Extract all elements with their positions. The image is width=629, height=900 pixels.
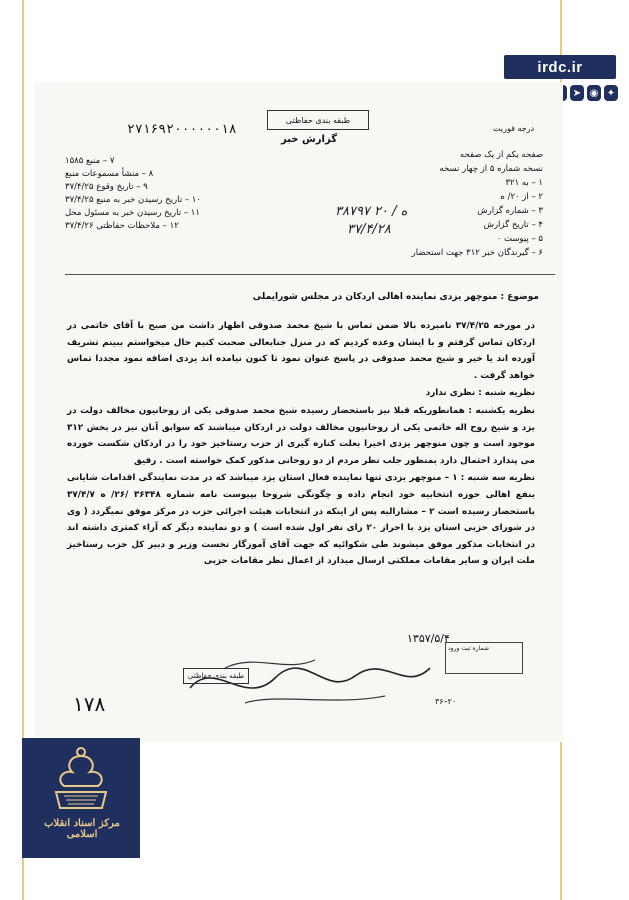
handwritten-date: ۳۷/۴/۲۸	[347, 222, 391, 237]
left-field: ۷ – منبع ۱۵۸۵	[65, 156, 115, 166]
right-field: نسخه شماره ۵ از چهار نسخه	[439, 164, 543, 174]
subject-line: موضوع : منوچهر یزدی نماینده اهالی اردکان در مجلس شورایملی	[252, 292, 539, 302]
brand-name[interactable]: irdc.ir	[504, 55, 616, 79]
left-field: ۱۲ – ملاحظات حفاظتی ۳۷/۴/۲۶	[65, 221, 179, 231]
body-paragraph: نظریه شنبه : نظری ندارد	[425, 388, 535, 399]
twitter-icon[interactable]: ✦	[604, 85, 618, 101]
right-field: ۳ – شماره گزارش	[477, 206, 543, 216]
left-field: ۱۱ – تاریخ رسیدن خبر به مسئول محل	[65, 208, 200, 218]
entry-stamp: شماره ثبت ورود	[445, 642, 523, 674]
footer-date: ۱۳۵۷/۵/۴	[407, 632, 450, 645]
telegram-icon[interactable]: ➤	[570, 85, 584, 101]
right-field: ۱ – به ۳۲۱	[505, 178, 543, 188]
footer-code: ۳۶–۲۰	[435, 697, 457, 706]
divider-line	[65, 274, 555, 275]
classification-stamp: طبقه بندی حفاظتی	[267, 110, 369, 130]
instagram-icon[interactable]: ◉	[587, 85, 601, 101]
document-number: ۲۷۱۶۹۲۰۰۰۰۰۰۱۸	[127, 122, 237, 137]
body-paragraph: در مورخه ۳۷/۴/۲۵ نامبرده بالا ضمن تماس با شیخ محمد صدوقی اظهار داشت من صبح با آقای خاتمی در اردکان تماس گرفتم و با ایشان وعده کردیم که در منزل جنابعالی صحبت کنیم حال میخواستم ببینم تشریف آورده اند یا خیر و شیخ محمد صدوقی در پاسخ عنوان نمود تا کنون نیامده اند یزدی اضافه نمود مجددا تماس خواهد گرفت .	[67, 321, 536, 381]
document-body	[67, 318, 535, 571]
logo-text: مرکز اسناد انقلاب اسلامی	[44, 818, 120, 840]
right-field: ۵ – پیوست ۰	[496, 234, 543, 244]
body-paragraph: نظریه سه شنبه : ۱ – منوچهر یزدی تنها نماینده فعال استان یزد میباشد که در مدت نمایندگی اقدامات شایانی بنفع اهالی حوزه انتخابیه خود انجام داده و چگونگی شروحا بپیوست نامه شماره ۳۶۳۴۸ /۲۶/ ه ۳۷/۴/۷ باستحضار رسیده است ۲ – مشارالیه پس از اینکه در انتخابات هیئت اجرائی حزب در مرکز موفق نمیگردد ( وی در شورای حزبی استان یزد با احراز ۲۰ رای نفر اول شده است ) و دو نماینده دیگر که آراء کمتری داشته اند در انتخابات مذکور موفق میشوند طی شکوائیه که جهت آقای آموزگار نخست وزیر و دبیر کل حزب رستاخیز ملت ایران و سایر مقامات مملکتی ارسال میدارد از اعمال نظر مقامات حزبی	[67, 473, 536, 567]
urgency-label: درجه فوریت	[493, 124, 535, 133]
scanned-document	[35, 82, 563, 742]
footer-classification-stamp: طبقه بندی حفاظتی	[183, 668, 249, 684]
left-field: ۹ – تاریخ وقوع ۳۷/۴/۲۵	[65, 182, 148, 192]
left-field: ۱۰ – تاریخ رسیدن خبر به منبع ۳۷/۴/۲۵	[65, 195, 201, 205]
report-type: گزارش خبر	[281, 134, 338, 145]
right-field: ۴ – تاریخ گزارش	[483, 220, 543, 230]
archive-logo	[22, 738, 140, 858]
right-field: ۲ – از ۲۰/ ه	[500, 192, 543, 202]
left-field: ۸ – منشأ مسموعات منبع	[65, 169, 154, 179]
right-field: صفحه یکم از یک صفحه	[459, 150, 543, 160]
handwritten-number: ۳۸۷۹۷ ه / ۲۰	[335, 204, 408, 219]
right-field: ۶ – گیرندگان خبر ۳۱۲ جهت استحضار	[411, 248, 543, 258]
logo-emblem-icon	[22, 738, 140, 858]
body-paragraph: نظریه یکشنبه : همانطوریکه قبلا نیز باستحضار رسیده شیخ محمد صدوقی یکی از روحانیون مخالف دولت در یزد و شیخ روح اله خاتمی یکی از روحانیون مخالف دولت در اردکان میباشند که سوابق آنان نیز در بخش ۳۱۲ موجود است و چون منوچهر یزدی اخیرا بعلت کناره گیری از حزب رستاخیز خود را در اردکان شکست خورده می پندارد احتمال دارد بمنظور جلب نظر مردم از دو روحانی مذکور کمک خواسته است . رفیق	[67, 405, 535, 466]
handwritten-page-number: ۱۷۸	[73, 692, 106, 716]
